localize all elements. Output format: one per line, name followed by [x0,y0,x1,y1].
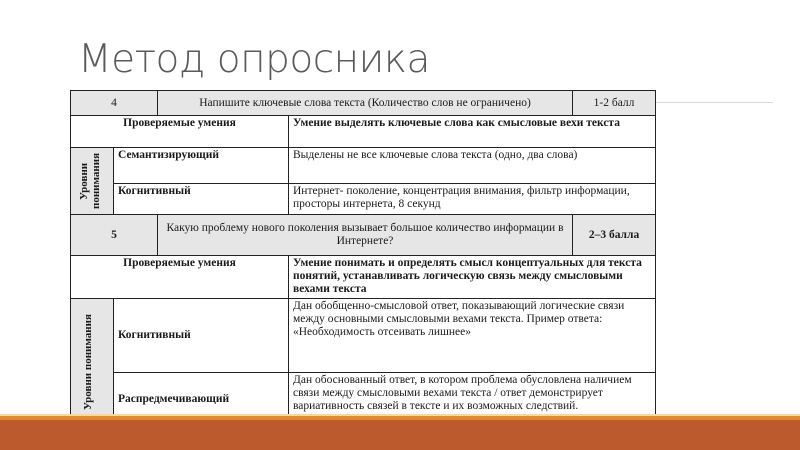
decorative-line [655,102,773,103]
level-name: Семантизирующий [114,148,289,184]
skills-row [71,256,656,299]
level-description: Выделены не все ключевые слова текста (одно, два слова) [289,148,656,184]
footer-band [0,420,800,450]
skills-row [71,116,656,148]
slide-title: Метод опросника [78,37,430,82]
task-4-table [70,90,656,215]
skills-label: Проверяемые умения [71,256,289,299]
level-description: Дан обобщенно-смысловой ответ, показывающий логические связи между основными смысловыми вехами текста. Пример ответа: «Необходимость отсеивать лишнее» [289,299,656,373]
task-number: 4 [71,91,158,116]
skill-description: Умение выделять ключевые слова как смысловые вехи текста [289,116,656,148]
level-name: Распредмечивающий [114,373,289,426]
level-name: Когнитивный [114,299,289,373]
task-score: 1-2 балл [573,91,656,116]
task-question: Напишите ключевые слова текста (Количество слов не ограничено) [158,91,573,116]
level-row [71,184,656,215]
task-number: 5 [71,215,158,256]
level-row [71,299,656,373]
task-5-header-row [71,215,656,256]
skills-label: Проверяемые умения [71,116,289,148]
task-4-header-row [71,91,656,116]
level-description: Дан обоснованный ответ, в котором проблема обусловлена наличием связи между смысловыми вехами текста / ответ демонстрирует вариативность связей в тексте и их возможных следствий. [289,373,656,426]
level-name: Когнитивный [114,184,289,215]
levels-label: Уровни понимания [78,152,102,210]
level-row [71,148,656,184]
task-score: 2–3 балла [573,215,656,256]
level-description: Интернет- поколение, концентрация внимания, фильтр информации, просторы интернета, 8 секунд [289,184,656,215]
task-question: Какую проблему нового поколения вызывает большое количество информации в Интернете? [158,215,573,256]
skill-description: Умение понимать и определять смысл концептуальных для текста понятий, устанавливать логическую связь между смысловыми вехами текста [289,256,656,299]
levels-label-cell [71,148,114,215]
levels-label: Уровни понимания [82,314,94,410]
levels-label-cell [71,299,114,426]
task-5-table [70,214,656,426]
